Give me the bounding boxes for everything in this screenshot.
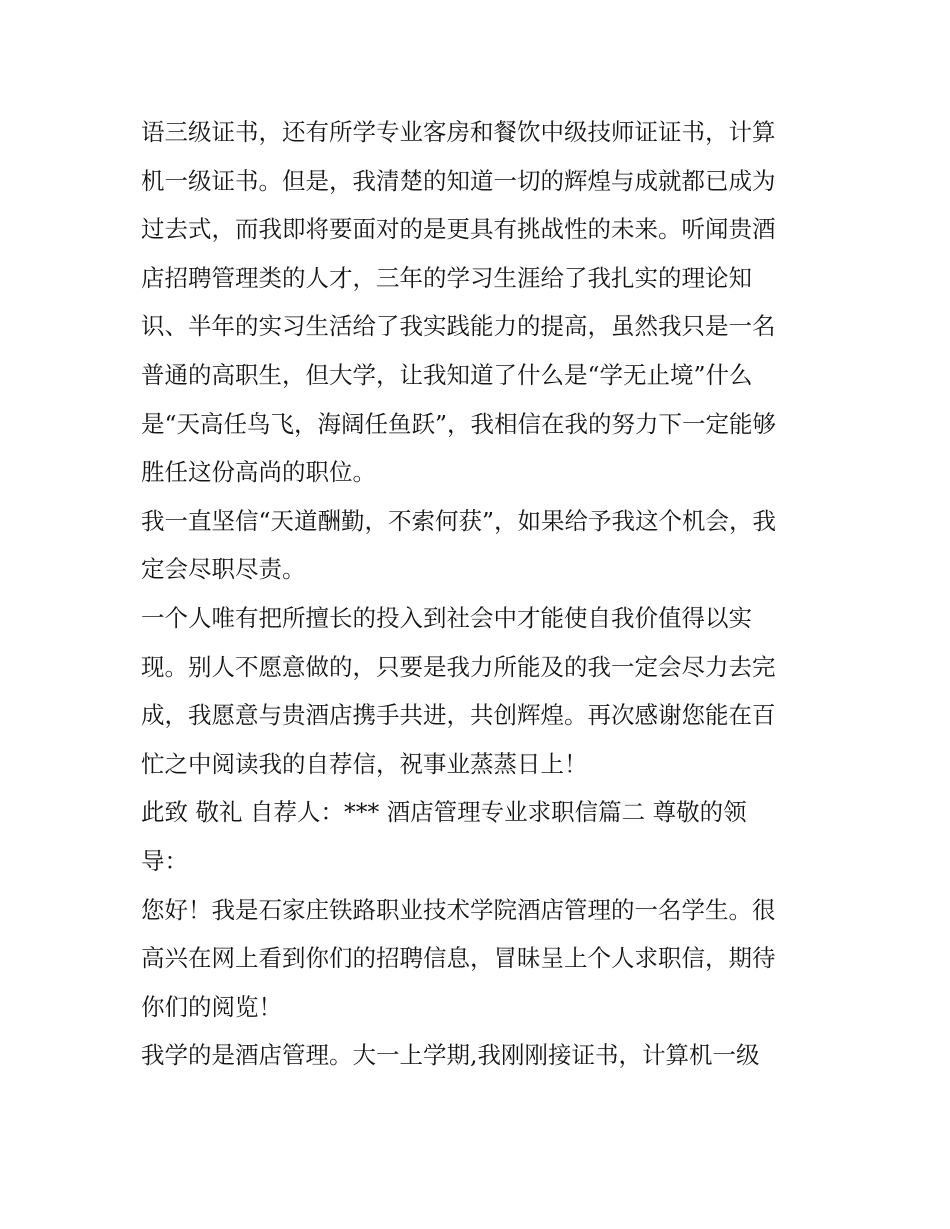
text-line: 识、半年的实习生活给了我实践能力的提高，虽然我只是一名 [141,312,776,341]
text-line: 你们的阅览！ [141,992,282,1021]
text-line: 忙之中阅读我的自荐信，祝事业蒸蒸日上！ [141,749,588,778]
text-line: 我学的是酒店管理。大一上学期,我刚刚接证书，计算机一级 [141,1041,760,1070]
text-line: 您好！我是石家庄铁路职业技术学院酒店管理的一名学生。很 [141,895,776,924]
text-line: 现。别人不愿意做的，只要是我力所能及的我一定会尽力去完 [141,652,776,681]
document-body [141,108,821,1080]
text-line: 定会尽职尽责。 [141,555,306,584]
text-line: 一个人唯有把所擅长的投入到社会中才能使自我价值得以实 [141,603,752,632]
text-line: 高兴在网上看到你们的招聘信息，冒昧呈上个人求职信，期待 [141,944,776,973]
text-line: 胜任这份高尚的职位。 [141,458,376,487]
text-line: 机一级证书。但是，我清楚的知道一切的辉煌与成就都已成为 [141,166,776,195]
text-line: 店招聘管理类的人才，三年的学习生涯给了我扎实的理论知 [141,263,752,292]
text-line: 导： [141,846,188,875]
text-line: 语三级证书，还有所学专业客房和餐饮中级技师证证书，计算 [141,118,776,146]
text-line: 过去式，而我即将要面对的是更具有挑战性的未来。听闻贵酒 [141,215,776,244]
text-line: 是“天高任鸟飞，海阔任鱼跃”，我相信在我的努力下一定能够 [141,409,777,438]
text-line: 成，我愿意与贵酒店携手共进，共创辉煌。再次感谢您能在百 [141,701,776,730]
text-line: 普通的高职生，但大学，让我知道了什么是“学无止境”什么 [141,360,753,389]
text-line: 此致 敬礼 自荐人：*** 酒店管理专业求职信篇二 尊敬的领 [141,798,747,827]
text-line: 我一直坚信“天道酬勤，不索何获”，如果给予我这个机会，我 [141,506,777,535]
